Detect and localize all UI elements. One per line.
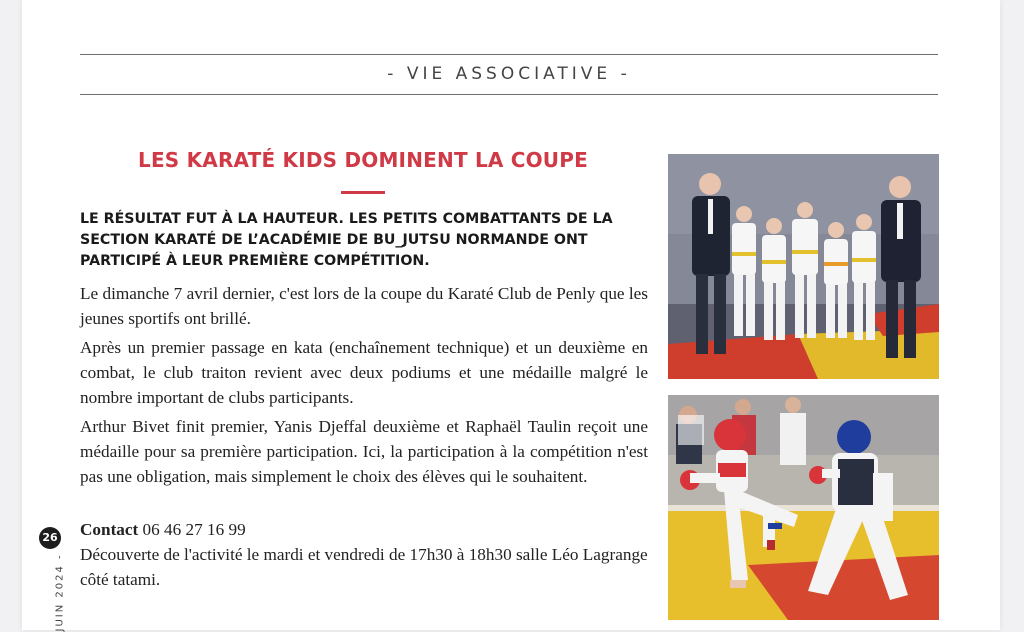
activity-schedule: Découverte de l'activité le mardi et vendredi de 17h30 à 18h30 salle Léo Lagrange côté tatami. <box>80 545 648 589</box>
combat-photo-illustration <box>668 395 939 620</box>
group-photo-illustration <box>668 154 939 379</box>
issue-date-strip <box>50 553 68 632</box>
contact-block <box>80 517 660 592</box>
group-photo <box>668 154 939 379</box>
article-headline: LES KARATÉ KIDS DOMINENT LA COUPE <box>138 148 588 172</box>
article-paragraph: Le dimanche 7 avril dernier, c'est lors de la coupe du Karaté Club de Penly que les jeunes sportifs ont brillé. <box>80 284 648 328</box>
contact-phone: 06 46 27 16 99 <box>138 520 246 539</box>
article-paragraph: Après un premier passage en kata (enchaînement technique) et un deuxième en combat, le club traiton revient avec deux podiums et une médaille malgré le nombre important de clubs participants. <box>80 338 648 407</box>
contact-label: Contact <box>80 520 139 539</box>
section-title: - VIE ASSOCIATIVE - <box>387 64 631 84</box>
article-lead: LE RÉSULTAT FUT À LA HAUTEUR. LES PETITS COMBATTANTS DE LA SECTION KARATÉ DE L’ACADÉMIE DE BU_JUTSU NORMANDE ONT PARTICIPÉ À LEUR PREMIÈRE COMPÉTITION. <box>80 211 613 269</box>
issue-date: JUIN 2024 - <box>54 553 66 632</box>
headline-accent-bar <box>341 191 385 194</box>
section-rule <box>80 94 938 95</box>
combat-photo <box>668 395 939 620</box>
contact-line <box>80 517 660 542</box>
page-number: 26 <box>39 527 61 549</box>
article-body <box>80 281 648 493</box>
top-rule <box>80 54 938 55</box>
article-paragraph: Arthur Bivet finit premier, Yanis Djeffal deuxième et Raphaël Taulin reçoit une médaille pour sa première participation. Ici, la participation à la compétition n'est pas une obligation, mais simplement le choix des élèves qui le souhaitent. <box>80 417 648 486</box>
